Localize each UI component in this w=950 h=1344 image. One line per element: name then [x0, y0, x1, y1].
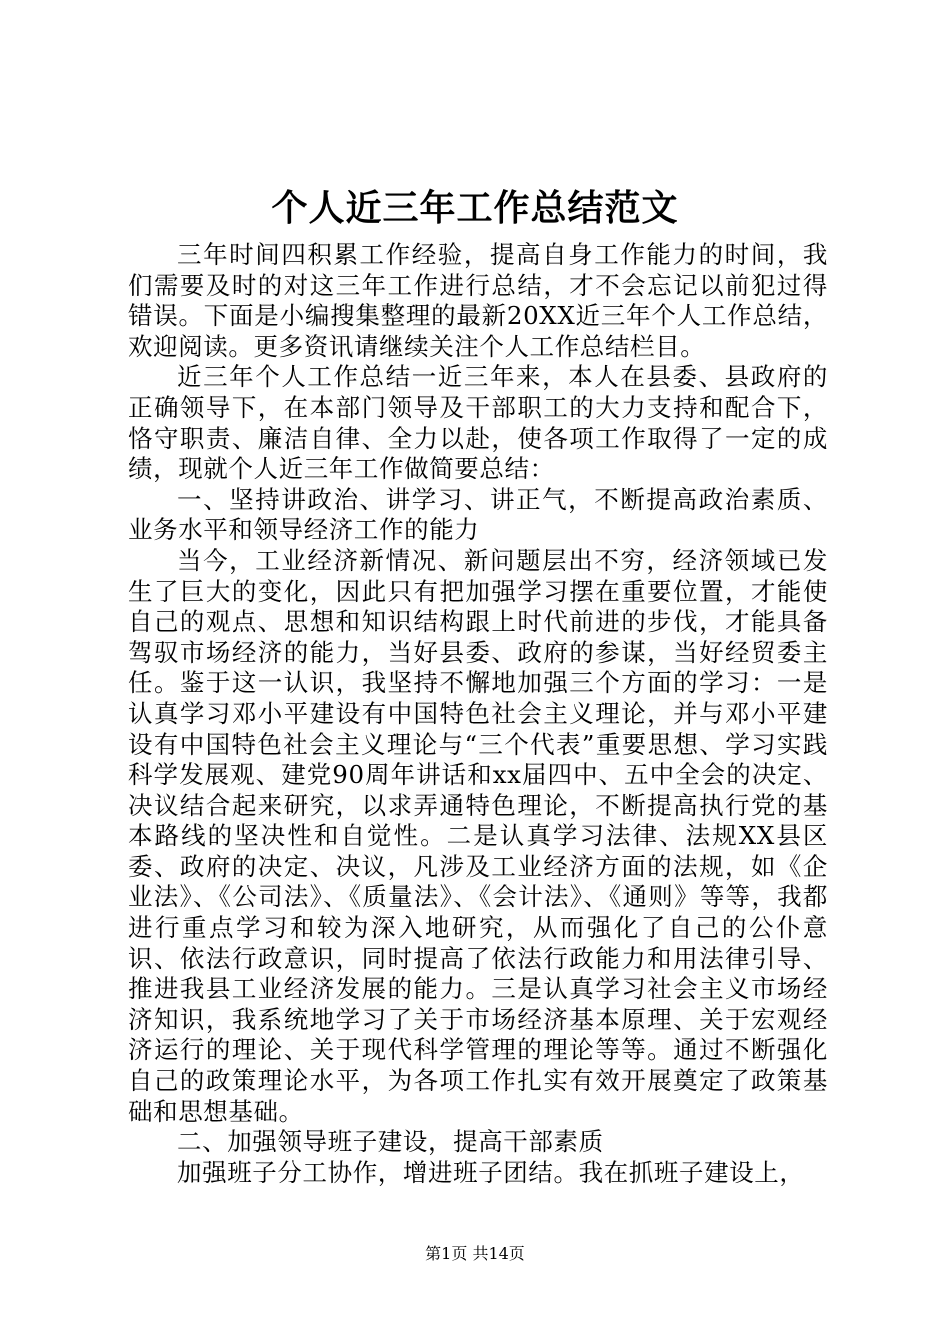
document-title: 个人近三年工作总结范文	[271, 187, 679, 229]
section-2-body-paragraph: 加强班子分工协作，增进班子团结。我在抓班子建设上，	[177, 1157, 805, 1187]
summary-opening-paragraph: 近三年个人工作总结一近三年来，本人在县委、县政府的正确领导下，在本部门领导及干部职工的大力支持和配合下，恪守职责、廉洁自律、全力以赴，使各项工作取得了一定的成绩，现就个人近三年工作做简要总结：	[128, 362, 828, 484]
section-heading-1: 一、坚持讲政治、讲学习、讲正气，不断提高政治素质、业务水平和领导经济工作的能力	[128, 484, 828, 545]
document-body	[128, 240, 828, 1188]
section-1-body-paragraph: 当今，工业经济新情况、新问题层出不穷，经济领域已发生了巨大的变化，因此只有把加强学习摆在重要位置，才能使自己的观点、思想和知识结构跟上时代前进的步伐，才能具备驾驭市场经济的能力，当好县委、政府的参谋，当好经贸委主任。鉴于这一认识，我坚持不懈地加强三个方面的学习：一是认真学习邓小平建设有中国特色社会主义理论，并与邓小平建设有中国特色社会主义理论与“三个代表”重要思想、学习实践科学发展观、建党90周年讲话和xx届四中、五中全会的决定、决议结合起来研究，以求弄通特色理论，不断提高执行党的基本路线的坚决性和自觉性。二是认真学习法律、法规XX县区委、政府的决定、决议，凡涉及工业经济方面的法规，如《企业法》、《公司法》、《质量法》、《会计法》、《通则》等等，我都进行重点学习和较为深入地研究，从而强化了自己的公仆意识、依法行政意识，同时提高了依法行政能力和用法律引导、推进我县工业经济发展的能力。三是认真学习社会主义市场经济知识，我系统地学习了关于市场经济基本原理、关于宏观经济运行的理论、关于现代科学管理的理论等等。通过不断强化自己的政策理论水平，为各项工作扎实有效开展奠定了政策基础和思想基础。	[128, 545, 828, 1126]
page-number-footer: 第1页 共14页	[425, 1244, 525, 1263]
section-heading-2: 二、加强领导班子建设，提高干部素质	[177, 1127, 604, 1157]
intro-paragraph: 三年时间四积累工作经验，提高自身工作能力的时间，我们需要及时的对这三年工作进行总结，才不会忘记以前犯过得错误。下面是小编搜集整理的最新20XX近三年个人工作总结，欢迎阅读。更多资讯请继续关注个人工作总结栏目。	[128, 240, 828, 361]
